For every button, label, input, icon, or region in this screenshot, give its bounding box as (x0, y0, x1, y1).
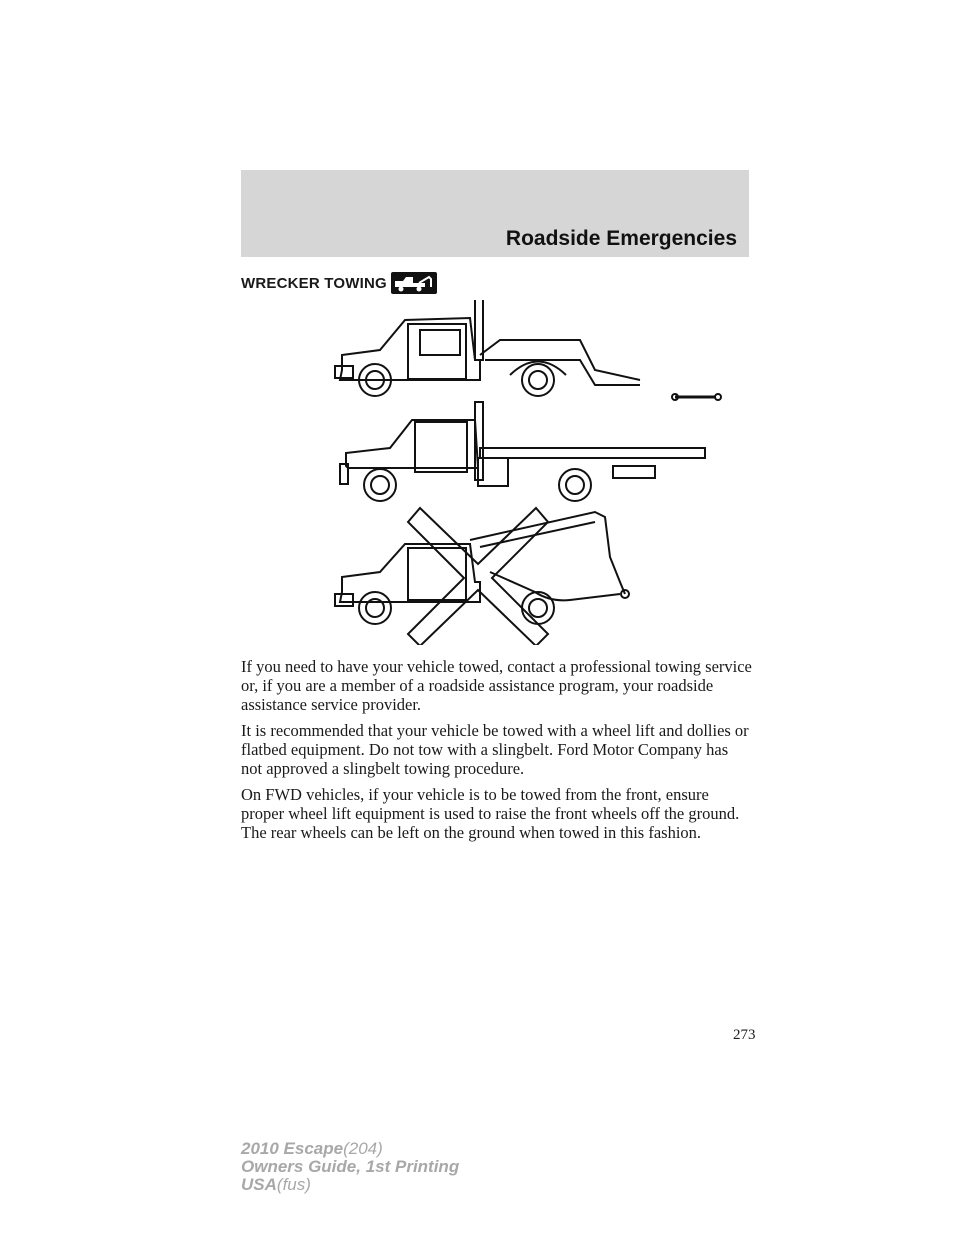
footer-line-2: Owners Guide, 1st Printing (241, 1157, 460, 1176)
tow-truck-icon (391, 272, 437, 294)
footer-line-1 (241, 1140, 459, 1158)
footer-market: USA (241, 1175, 277, 1194)
section-header-band (241, 170, 749, 257)
section-title: Roadside Emergencies (505, 227, 737, 250)
body-text (241, 657, 753, 849)
footer-model: 2010 Escape (241, 1139, 344, 1158)
paragraph-1: If you need to have your vehicle towed, contact a professional towing service or, if you are a member of a roadside assistance program, your roadside assistance service provider. (241, 657, 752, 714)
wheel-lift-truck (335, 300, 721, 400)
heading-title: WRECKER TOWING (241, 274, 387, 292)
flatbed-truck (340, 402, 705, 501)
footer-line-3 (241, 1176, 459, 1194)
heading (241, 272, 437, 294)
page-number: 273 (733, 1027, 756, 1043)
prohibited-x-mark (408, 508, 548, 645)
paragraph-3: On FWD vehicles, if your vehicle is to be towed from the front, ensure proper wheel lift equipment is used to raise the front wheels off the ground. The rear wheels can be left on the ground when towed in this fashion. (241, 785, 740, 842)
towing-illustration (320, 300, 740, 645)
footer (241, 1140, 459, 1194)
footer-market-code: (fus) (276, 1175, 311, 1194)
paragraph-2: It is recommended that your vehicle be towed with a wheel lift and dollies or flatbed equipment. Do not tow with a slingbelt. Ford Motor Company has not approved a slingbelt towing procedure. (241, 721, 749, 778)
footer-model-code: (204) (343, 1139, 383, 1158)
